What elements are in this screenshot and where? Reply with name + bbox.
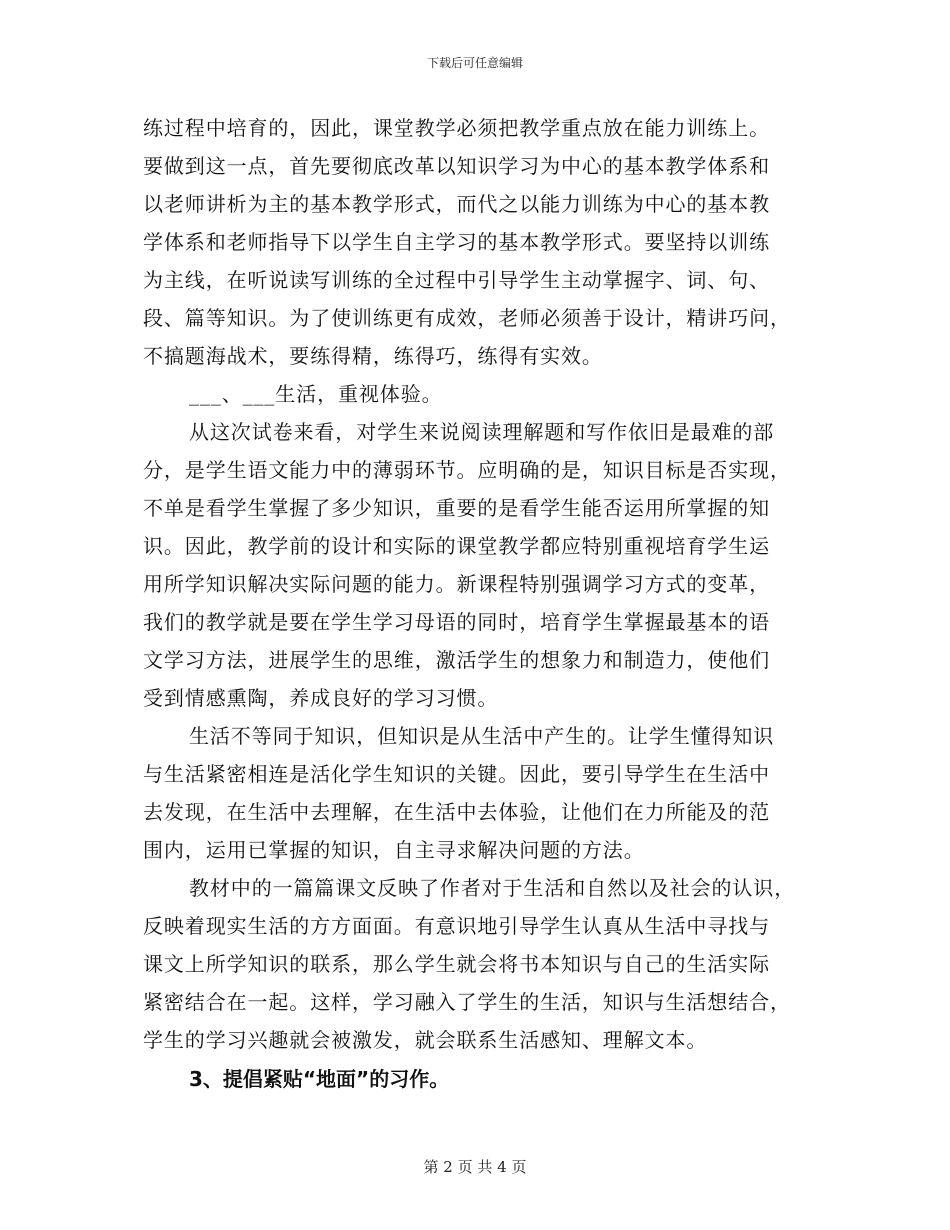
paragraph [143, 869, 810, 1059]
text-line: 课文上所学知识的联系，那么学生就会将书本知识与自己的生活实际 [143, 952, 770, 976]
text-line: ___、___生活，重视体验。 [189, 382, 443, 406]
text-line: 用所学知识解决实际问题的能力。新课程特别强调学习方式的变革， [143, 572, 770, 596]
text-line: 生活不等同于知识，但知识是从生活中产生的。让学生懂得知识 [189, 724, 775, 748]
document-body [143, 109, 810, 1098]
text-line: 学体系和老师指导下以学生自主学习的基本教学形式。要坚持以训练 [143, 230, 770, 254]
text-line: 要做到这一点，首先要彻底改革以知识学习为中心的基本教学体系和 [143, 154, 770, 178]
text-line: 段、篇等知识。为了使训练更有成效，老师必须善于设计，精讲巧问， [143, 306, 791, 330]
text-line: 识。因此，教学前的设计和实际的课堂教学都应特别重视培育学生运 [143, 534, 770, 558]
text-line: 为主线，在听说读写训练的全过程中引导学生主动掌握字、词、句、 [143, 268, 770, 292]
text-line: 不搞题海战术，要练得精，练得巧，练得有实效。 [143, 344, 603, 368]
text-line: 以老师讲析为主的基本教学形式，而代之以能力训练为中心的基本教 [143, 192, 770, 216]
text-line: 学生的学习兴趣就会被激发，就会联系生活感知、理解文本。 [143, 1028, 708, 1052]
paragraph [143, 413, 810, 717]
text-line: 不单是看学生掌握了多少知识，重要的是看学生能否运用所掌握的知 [143, 496, 770, 520]
text-line: 我们的教学就是要在学生学习母语的同时，培育学生掌握最基本的语 [143, 610, 770, 634]
text-line: 分，是学生语文能力中的薄弱环节。应明确的是，知识目标是否实现， [143, 458, 791, 482]
paragraph [143, 717, 810, 869]
page-number-footer: 第 2 页 共 4 页 [423, 1158, 527, 1176]
text-line: 教材中的一篇篇课文反映了作者对于生活和自然以及社会的认识， [189, 876, 796, 900]
paragraph [143, 375, 810, 413]
text-line: 围内，运用已掌握的知识，自主寻求解决问题的方法。 [143, 838, 645, 862]
page-header: 下载后可任意编辑 [426, 56, 523, 70]
text-line: 去发现，在生活中去理解，在生活中去体验，让他们在力所能及的范 [143, 800, 770, 824]
text-line: 从这次试卷来看，对学生来说阅读理解题和写作依旧是最难的部 [189, 420, 775, 444]
section-heading: 3、提倡紧贴“地面”的习作。 [189, 1067, 450, 1091]
text-line: 与生活紧密相连是活化学生知识的关键。因此，要引导学生在生活中 [143, 762, 770, 786]
text-line: 反映着现实生活的方方面面。有意识地引导学生认真从生活中寻找与 [143, 914, 770, 938]
text-line: 练过程中培育的，因此，课堂教学必须把教学重点放在能力训练上。 [143, 116, 770, 140]
text-line: 受到情感熏陶，养成良好的学习习惯。 [143, 686, 499, 710]
text-line: 文学习方法，进展学生的思维，激活学生的想象力和制造力，使他们 [143, 648, 770, 672]
paragraph [143, 109, 810, 375]
text-line: 紧密结合在一起。这样，学习融入了学生的生活，知识与生活想结合， [143, 990, 791, 1014]
